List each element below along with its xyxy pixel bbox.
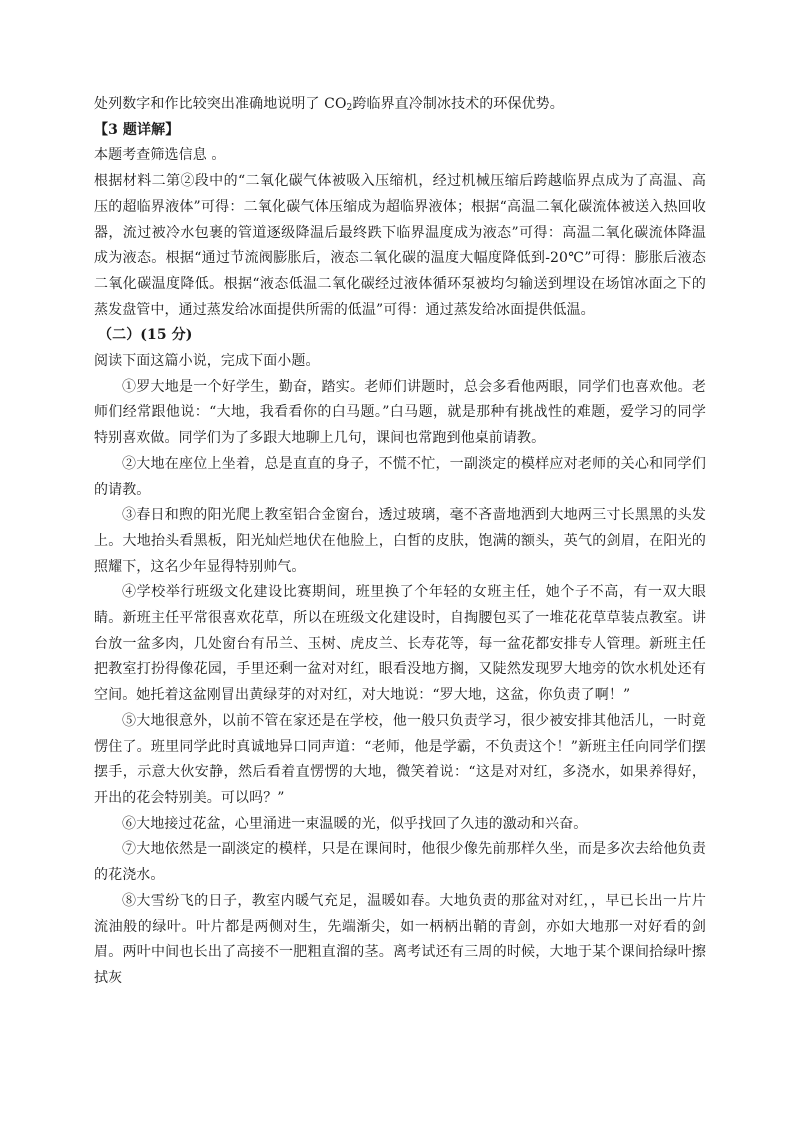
intro-text-part-2: 跨临界直冷制冰技术的环保优势。 — [352, 96, 564, 112]
story-paragraph-5: ⑤大地很意外，以前不管在家还是在学校，他一般只负责学习，很少被安排其他活儿，一时竟愣住了。班里同学此时真诚地异口同声道：“老师，他是学霸，不负责这个！”新班主任向同学们摆摆手，示意大伙安静，然后看着直愣愣的大地，微笑着说：“这是对对红，多浇水，如果养得好，开出的花会特别美。可以吗？” — [94, 712, 706, 806]
reading-instruction: 阅读下面这篇小说，完成下面小题。 — [94, 353, 320, 370]
intro-line — [94, 92, 706, 118]
story-paragraph-4: ④学校举行班级文化建设比赛期间，班里换了个年轻的女班主任，她个子不高，有一双大眼睛。新班主任平常很喜欢花草，所以在班级文化建设时，自掏腰包买了一堆花花草草装点教室。讲台放一盆多肉，几处窗台有吊兰、玉树、虎皮兰、长寿花等，每一盆花都安排专人管理。新班主任把教室打扮得像花园，手里还剩一盆对对红，眼看没地方搁，又陡然发现罗大地旁的饮水机处还有空间。她托着这盆刚冒出黄绿芽的对对红，对大地说：“罗大地，这盆，你负责了啊！” — [94, 584, 706, 704]
story-paragraph-8: ⑧大雪纷飞的日子，教室内暖气充足，温暖如春。大地负责的那盆对对红，，早已长出一片片流油般的绿叶。叶片都是两侧对生，先端渐尖，如一柄柄出鞘的青剑，亦如大地那一对好看的剑眉。两叶中间也长出了高接不一肥粗直溜的茎。离考试还有三周的时候，大地于某个课间拾绿叶擦拭灰 — [94, 892, 706, 986]
story-paragraph-2: ②大地在座位上坐着，总是直直的身子，不慌不忙，一副淡定的模样应对老师的关心和同学们的请教。 — [94, 455, 706, 498]
question-3-topic: 本题考查筛选信息 。 — [94, 147, 226, 164]
question-3-heading: 【3 题详解】 — [94, 121, 180, 138]
section-heading: （二）(15 分) — [98, 327, 193, 344]
intro-text-part-1: 处列数字和作比较突出准确地说明了 CO — [94, 96, 347, 112]
story-paragraph-1: ①罗大地是一个好学生，勤奋，踏实。老师们讲题时，总会多看他两眼，同学们也喜欢他。老师们经常跟他说：“大地，我看看你的白马题。”白马题，就是那种有挑战性的难题，爱学习的同学特别喜欢做。同学们为了多跟大地聊上几句，课间也常跑到他桌前请教。 — [94, 378, 706, 447]
document-page — [94, 92, 706, 992]
question-3-answer: 根据材料二第②段中的“二氧化碳气体被吸入压缩机，经过机械压缩后跨越临界点成为了高温、高压的超临界液体”可得：二氧化碳气体压缩成为超临界液体；根据“高温二氧化碳流体被送入热回收器，流过被冷水包裹的管道逐级降温后最终跌下临界温度成为液态”可得：高温二氧化碳流体降温成为液态。根据“通过节流阀膨胀后，液态二氧化碳的温度大幅度降低到-20℃”可得：膨胀后液态二氧化碳温度降低。根据“液态低温二氧化碳经过液体循环泵被均匀输送到埋设在场馆冰面之下的蒸发盘管中，通过蒸发给冰面提供所需的低温”可得：通过蒸发给冰面提供低温。 — [94, 173, 706, 318]
story-paragraph-7: ⑦大地依然是一副淡定的模样，只是在课间时，他很少像先前那样久坐，而是多次去给他负责的花浇水。 — [94, 841, 706, 884]
co2-subscript: 2 — [346, 103, 353, 113]
story-paragraph-3: ③春日和煦的阳光爬上教室铝合金窗台，透过玻璃，毫不吝啬地洒到大地两三寸长黑黑的头发上。大地抬头看黑板，阳光灿烂地伏在他脸上，白皙的皮肤，饱满的额头，英气的剑眉，在阳光的照耀下，这名少年显得特别帅气。 — [94, 507, 706, 575]
story-paragraph-6: ⑥大地接过花盆，心里涌进一束温暖的光，似乎找回了久违的激动和兴奋。 — [122, 815, 588, 832]
